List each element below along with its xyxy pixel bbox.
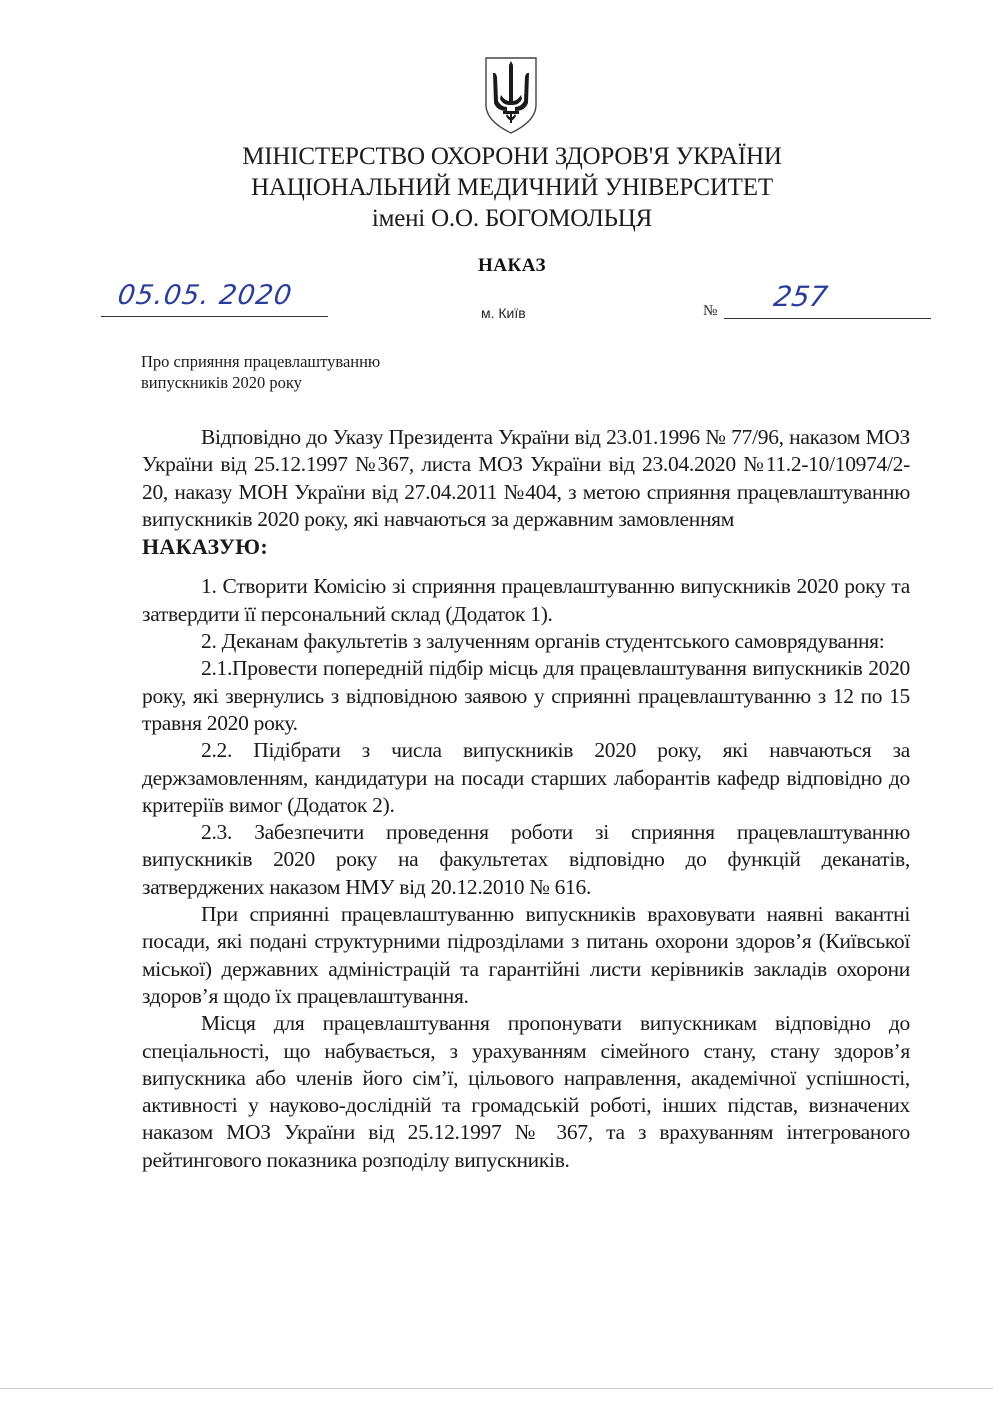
trident-coat-of-arms-icon [483, 55, 539, 135]
order-item-2-2: 2.2. Підібрати з числа випускників 2020 року, які навчаються за держзамовленням, кандидатури на посади старших лаборантів кафедр відповідно до критеріїв вимог (Додаток 2). [142, 738, 910, 817]
order-word-heading: НАКАЗУЮ: [142, 534, 268, 560]
order-body [142, 424, 910, 1174]
handwritten-date: 05.05. 2020 [115, 280, 295, 311]
university-patron: імені О.О. БОГОМОЛЬЦЯ [371, 205, 653, 232]
city-label: м. Київ [481, 305, 526, 321]
order-item-1: 1. Створити Комісію зі сприяння працевлаштуванню випускників 2020 року та затвердити її персональний склад (Додаток 1). [142, 574, 910, 626]
placement-criteria-paragraph: Місця для працевлаштування пропонувати випускникам відповідно до спеціальності, що набувається, з урахуванням сімейного стану, стану здоров’я випускника або членів його сім’ї, цільового направлення, академічної успішності, активності у науково-дослідній та громадській роботі, інших підстав, визначених наказом МОЗ України від 25.12.1997 № 367, та з врахуванням інтегрованого рейтингового показника розподілу випускників. [142, 1011, 910, 1172]
preamble-paragraph: Відповідно до Указу Президента України від 23.01.1996 № 77/96, наказом МОЗ України від 25.12.1997 №367, листа МОЗ України від 23.04.2020 №11.2-10/10974/2-20, наказу МОН України від 27.04.2011 №404, з метою сприяння працевлаштуванню випускників 2020 року, які навчаються за державним замовленням [142, 425, 910, 531]
order-item-2-3: 2.3. Забезпечити проведення роботи зі сприяння працевлаштуванню випускників 2020 року на факультетах відповідно до функцій деканатів, затверджених наказом НМУ від 20.12.2010 № 616. [142, 820, 910, 899]
vacancies-paragraph: При сприянні працевлаштуванню випускників враховувати наявні вакантні посади, які подані структурними підрозділами з питань охорони здоров’я (Київської міської) державних адміністрацій та гарантійні листи керівників закладів охорони здоров’я щодо їх працевлаштування. [142, 902, 910, 1008]
handwritten-order-number: 257 [771, 280, 830, 313]
subject-line: випускників 2020 року [141, 373, 302, 392]
date-underline [101, 316, 328, 317]
ministry-name: МІНІСТЕРСТВО ОХОРОНИ ЗДОРОВ'Я УКРАЇНИ [242, 143, 782, 170]
subject-line: Про сприяння працевлаштуванню [141, 352, 381, 371]
document-type-title: НАКАЗ [477, 255, 547, 276]
scan-page-edge [0, 1388, 993, 1389]
number-sign: № [703, 303, 718, 319]
number-underline [724, 318, 931, 319]
order-subject [141, 351, 380, 393]
order-item-2: 2. Деканам факультетів з залученням органів студентського самоврядування: [201, 629, 885, 654]
organization-header [0, 141, 993, 234]
university-name: НАЦІОНАЛЬНИЙ МЕДИЧНИЙ УНІВЕРСИТЕТ [251, 174, 773, 201]
order-item-2-1: 2.1.Провести попередній підбір місць для працевлаштування випускників 2020 року, які звернулись з відповідною заявою у сприянні працевлаштуванню з 12 по 15 травня 2020 року. [142, 656, 910, 735]
